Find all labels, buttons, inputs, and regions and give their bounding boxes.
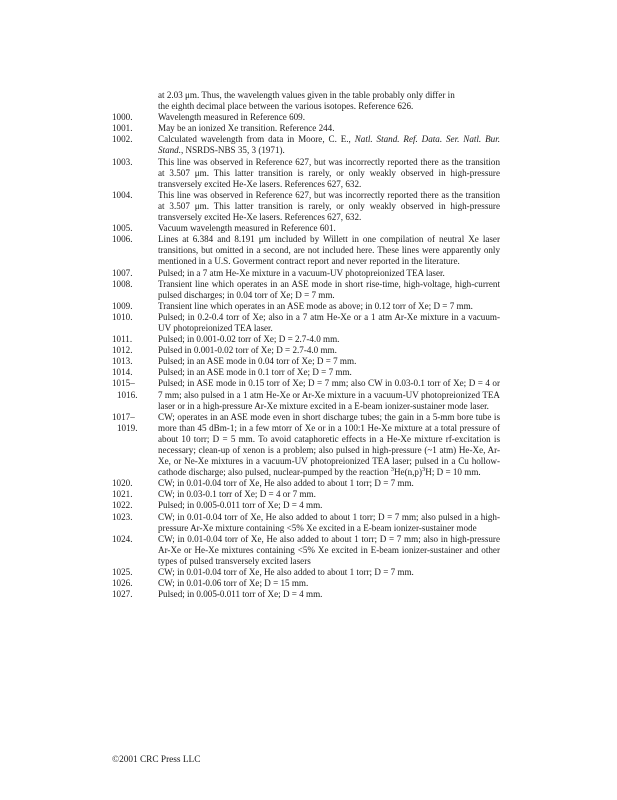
footnote-text: CW; in 0.01-0.04 torr of Xe, He also added to about 1 torr; D = 7 mm. — [158, 478, 414, 489]
footnote-text: Pulsed; in 0.005-0.011 torr of Xe; D = 4 mm. — [158, 500, 323, 511]
footnote-text: CW; in 0.03-0.1 torr of Xe; D = 4 or 7 mm. — [158, 489, 316, 500]
footnote-item — [112, 268, 500, 279]
footnote-text: Pulsed; in 0.2-0.4 torr of Xe; also in a 7 atm He-Xe or a 1 atm Ar-Xe mixture in a vacuum-UV photopreionized TEA laser. — [158, 311, 500, 333]
footnote-number: 1021. — [112, 489, 133, 500]
footnote-item — [112, 234, 500, 267]
footnote-item — [112, 567, 500, 578]
footnote-item — [112, 589, 500, 600]
footnote-item — [112, 334, 500, 345]
footnote-item — [112, 134, 500, 156]
footnote-text: Pulsed; in 0.001-0.02 torr of Xe; D = 2.7-4.0 mm. — [158, 334, 340, 345]
footnote-item — [112, 279, 500, 301]
footnote-number: 1025. — [112, 567, 133, 578]
footnote-text-part: , NSRDS-NBS 35, 3 (1971). — [181, 145, 285, 156]
footnote-text-part: Calculated wavelength from data in Moore, C. E., — [158, 134, 355, 145]
footnote-text: Pulsed; in an ASE mode in 0.1 torr of Xe; D = 7 mm. — [158, 367, 352, 378]
footnote-item — [112, 112, 500, 123]
footnote-text: Transient line which operates in an ASE mode as above; in 0.12 torr of Xe; D = 7 mm. — [158, 300, 473, 311]
footnote-text: CW; in 0.01-0.04 torr of Xe, He also added to about 1 torr; D = 7 mm; also pulsed in a high-pressure Ar-Xe mixture containing <5% Xe excited in a E-beam ionizer-sustainer mode — [158, 511, 500, 533]
footnote-number: 1010. — [112, 311, 133, 322]
footnote-text: This line was observed in Reference 627, but was incorrectly reported there as the transition at 3.507 μm. This latter transition is rarely, or only weakly observed in high-pressure transversely excited He-Xe lasers. References 627, 632. — [158, 189, 500, 223]
footnote-text-part: He(n,p) — [393, 467, 423, 478]
footnote-number: 1016. — [117, 389, 138, 400]
footnote-item — [112, 157, 500, 190]
continued-note-line: at 2.03 μm. Thus, the wavelength values given in the table probably only differ in — [158, 90, 455, 100]
footnote-number: 1023. — [112, 511, 133, 522]
footnote-text-part: H; D = 10 mm. — [425, 467, 481, 478]
footnote-item — [112, 534, 500, 567]
footnote-number: 1017– — [112, 411, 135, 422]
footnote-text: May be an ionized Xe transition. Reference 244. — [158, 123, 335, 134]
footnote-number: 1014. — [112, 367, 133, 378]
footnote-number: 1015– — [112, 378, 135, 389]
footnote-item — [112, 512, 500, 534]
footnote-number: 1012. — [112, 345, 133, 356]
footnote-number: 1027. — [112, 589, 133, 600]
footnotes-list — [112, 90, 500, 600]
footnote-number-range — [112, 378, 158, 400]
footnote-number: 1005. — [112, 223, 133, 234]
footnote-text: Pulsed; in ASE mode in 0.15 torr of Xe; D = 7 mm; also CW in 0.03-0.1 torr of Xe; D = 4 or 7 mm; also pulsed in a 1 atm He-Xe or Ar-Xe mixture in a vacuum-UV photopreionized TEA laser or in a high-pressure Ar-Xe mixture excited in a E-beam ionizer-sustainer mode laser. — [158, 378, 500, 411]
footnote-number: 1009. — [112, 300, 133, 311]
footnote-number: 1007. — [112, 267, 133, 278]
footnote-citation-title: Natl. Stand. Ref. Data. Ser. Natl. Bur. Stand. — [158, 134, 500, 156]
footnote-number: 1022. — [112, 500, 133, 511]
footnote-item — [112, 301, 500, 312]
footnote-number: 1001. — [112, 123, 133, 134]
footnote-text: Pulsed; in 0.005-0.011 torr of Xe; D = 4 mm. — [158, 589, 323, 600]
footnote-text — [158, 412, 500, 479]
footnote-item — [112, 367, 500, 378]
superscript: 3 — [422, 466, 426, 474]
footnote-item — [112, 500, 500, 511]
footnote-text: Pulsed; in an ASE mode in 0.04 torr of Xe; D = 7 mm. — [158, 356, 357, 367]
footnote-number: 1019. — [117, 422, 138, 433]
footnote-text: CW; in 0.01-0.06 torr of Xe; D = 15 mm. — [158, 578, 309, 589]
footnote-item — [112, 123, 500, 134]
footnote-text-part: CW; operates in an ASE mode even in short discharge tubes; the gain in a 5-mm bore tube is more than 45 dBm-1; in a few mtorr of Xe or in a 100:1 He-Xe mixture at a total pressure of about 10 torr; D = 5 mm. To avoid cataphoretic effects in a He-Xe mixture rf-excitation is necessary; clean-up of xenon is a problem; also pulsed in high-pressure (~1 atm) He-Xe, Ar-Xe, or Ne-Xe mixtures in a vacuum-UV photopreionized TEA laser; pulsed in a Cu hollow-cathode discharge; also pulsed, nuclear-pumped by the reaction — [158, 411, 500, 478]
continued-note — [158, 90, 500, 112]
footnote-text: Pulsed; in a 7 atm He-Xe mixture in a vacuum-UV photopreionized TEA laser. — [158, 267, 445, 278]
superscript: 3 — [390, 466, 394, 474]
footnote-text: CW; in 0.01-0.04 torr of Xe, He also added to about 1 torr; D = 7 mm; also in high-pressure Ar-Xe or He-Xe mixtures containing <5% Xe excited in E-beam ionizer-sustainer and other types of pulsed transversely excited lasers — [158, 533, 500, 566]
footnote-number: 1003. — [112, 156, 133, 167]
footnote-item — [112, 345, 500, 356]
footnote-text: Vacuum wavelength measured in Reference 601. — [158, 223, 336, 234]
footnote-item — [112, 356, 500, 367]
footnote-number: 1008. — [112, 278, 133, 289]
footnote-number: 1013. — [112, 356, 133, 367]
footnote-item — [112, 489, 500, 500]
footnote-item — [112, 378, 500, 411]
footnote-number: 1000. — [112, 112, 133, 123]
footnote-number-range — [112, 412, 158, 434]
footnote-text — [158, 134, 500, 156]
footnote-text: This line was observed in Reference 627, but was incorrectly reported there as the transition at 3.507 μm. This latter transition is rarely, or only weakly observed in high-pressure transversely excited He-Xe lasers. References 627, 632. — [158, 156, 500, 189]
footnote-text: Transient line which operates in an ASE mode in short rise-time, high-voltage, high-current pulsed discharges; in 0.04 torr of Xe; D = 7 mm. — [158, 278, 500, 300]
footnote-text: CW; in 0.01-0.04 torr of Xe, He also added to about 1 torr; D = 7 mm. — [158, 567, 414, 578]
footnote-text: Pulsed in 0.001-0.02 torr of Xe; D = 2.7-4.0 mm. — [158, 345, 337, 356]
footnote-item — [112, 223, 500, 234]
footnote-text: Wavelength measured in Reference 609. — [158, 112, 305, 123]
footnote-number: 1011. — [112, 334, 133, 345]
footnote-number: 1006. — [112, 234, 133, 245]
footnote-number: 1004. — [112, 189, 133, 200]
footnote-item — [112, 312, 500, 334]
footnote-number: 1020. — [112, 478, 133, 489]
footnote-item — [112, 412, 500, 479]
footnote-item — [112, 478, 500, 489]
footnote-number: 1002. — [112, 134, 133, 145]
footnote-number: 1024. — [112, 533, 133, 544]
copyright-footer: ©2001 CRC Press LLC — [112, 755, 201, 765]
footnote-number: 1026. — [112, 578, 133, 589]
footnote-item — [112, 190, 500, 223]
continued-note-line: the eighth decimal place between the various isotopes. Reference 626. — [158, 101, 414, 112]
footnote-text: Lines at 6.384 and 8.191 μm included by Willett in one compilation of neutral Xe laser transitions, but omitted in a second, are not included here. These lines were apparently only mentioned in a U.S. Goverment contract report and never reported in the literature. — [158, 234, 500, 267]
footnote-item — [112, 578, 500, 589]
